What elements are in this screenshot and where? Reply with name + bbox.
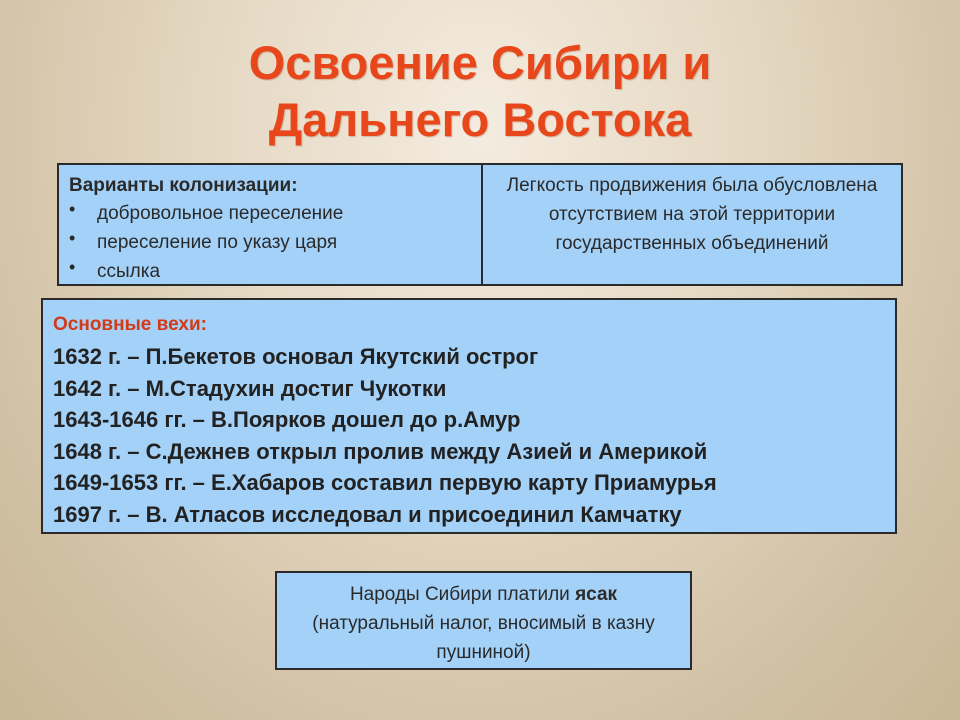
milestone-row: 1648 г. – С.Дежнев открыл пролив между Азией и Америкой [53, 438, 708, 464]
list-item: • добровольное переселение [69, 199, 471, 228]
slide-title [0, 34, 960, 148]
milestones-heading: Основные вехи: [53, 314, 207, 335]
colonization-box [57, 163, 903, 286]
slide-title-line-2: Дальнего Востока [268, 93, 692, 146]
milestone-row: 1632 г. – П.Бекетов основал Якутский острог [53, 344, 539, 369]
milestone-row: 1697 г. – В. Атласов исследовал и присоединил Камчатку [53, 501, 682, 527]
list-item: • переселение по указу царя [69, 228, 471, 257]
milestone-row: 1642 г. – М.Стадухин достиг Чукотки [53, 375, 447, 401]
yasak-text-before: Народы Сибири платили [349, 584, 576, 605]
bullet-icon: • [69, 228, 76, 248]
colonization-list [69, 199, 471, 286]
yasak-box [275, 571, 692, 670]
slide-title-line-1: Освоение Сибири и [248, 36, 712, 89]
yasak-term: ясак [575, 584, 618, 605]
bullet-icon: • [69, 199, 76, 219]
yasak-definition: (натуральный налог, вносимый в казну пушниной) [312, 613, 655, 663]
bullet-icon: • [69, 257, 76, 277]
milestones-box [41, 298, 897, 534]
list-item: • ссылка [69, 257, 471, 286]
milestone-row: 1649-1653 гг. – Е.Хабаров составил первую карту Приамурья [53, 470, 717, 495]
milestone-row: 1643-1646 гг. – В.Поярков дошел до р.Амур [53, 407, 521, 432]
ease-of-advance-text: Легкость продвижения была обусловлена отсутствием на этой территории государственных объединений [506, 175, 878, 254]
colonization-heading: Варианты колонизации: [69, 175, 298, 196]
colonization-variants [59, 165, 483, 284]
